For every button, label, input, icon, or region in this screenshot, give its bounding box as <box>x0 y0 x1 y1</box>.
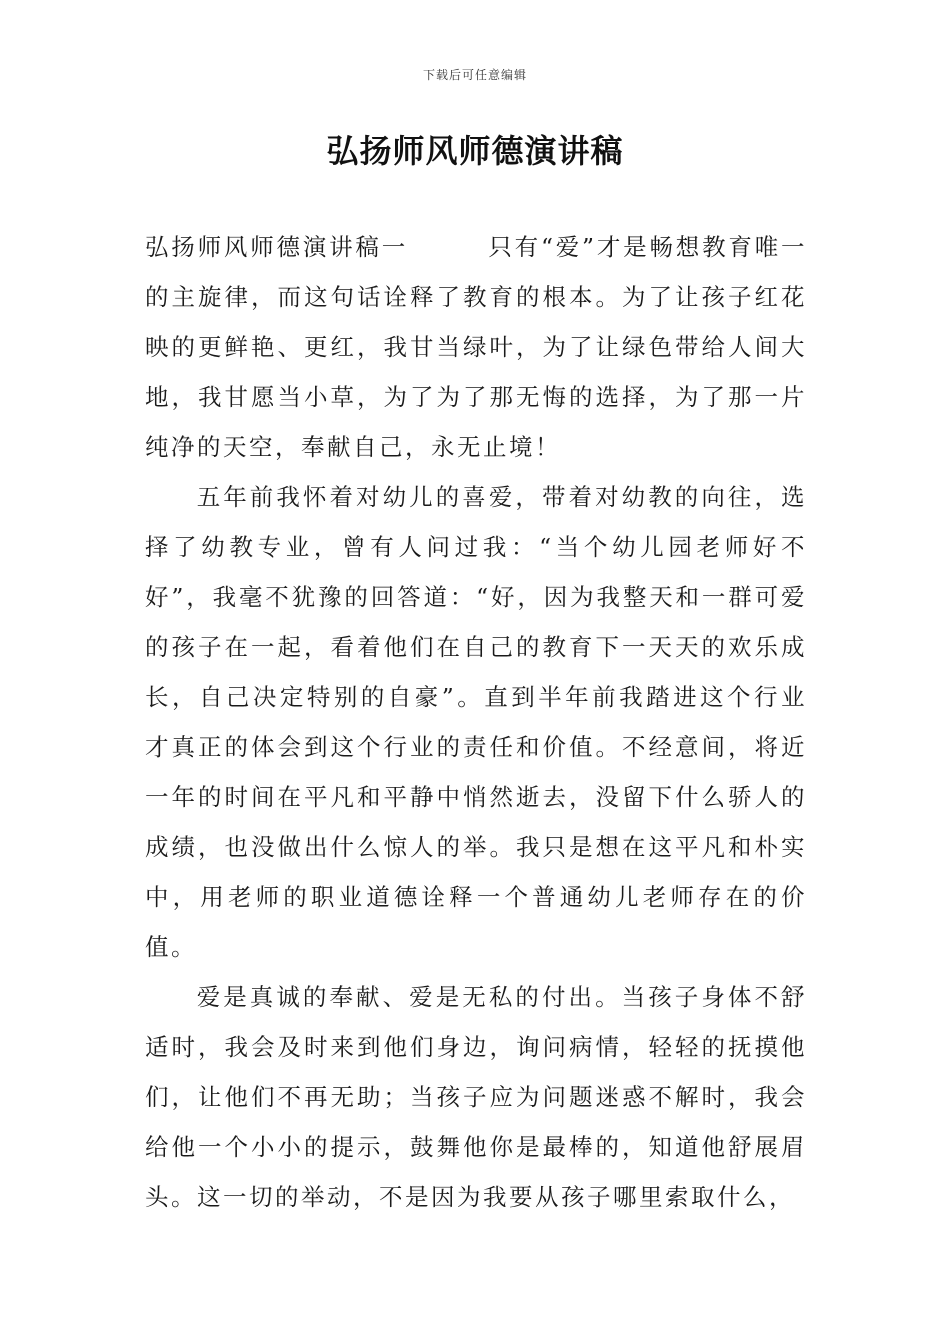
paragraph-1 <box>145 222 807 472</box>
paragraph-3: 爱是真诚的奉献、爱是无私的付出。当孩子身体不舒适时，我会及时来到他们身边，询问病情，轻轻的抚摸他们，让他们不再无助；当孩子应为问题迷惑不解时，我会给他一个小小的提示，鼓舞他你是最棒的，知道他舒展眉头。这一切的举动，不是因为我要从孩子哪里索取什么， <box>145 983 807 1211</box>
document-title: 弘扬师风师德演讲稿 <box>326 132 624 170</box>
paragraph-2: 五年前我怀着对幼儿的喜爱，带着对幼教的向往，选择了幼教专业，曾有人问过我：“当个幼儿园老师好不好”，我毫不犹豫的回答道：“好，因为我整天和一群可爱的孩子在一起，看着他们在自己的教育下一天天的欢乐成长，自己决定特别的自豪”。直到半年前我踏进这个行业才真正的体会到这个行业的责任和价值。不经意间，将近一年的时间在平凡和平静中悄然逝去，没留下什么骄人的成绩，也没做出什么惊人的举。我只是想在这平凡和朴实中，用老师的职业道德诠释一个普通幼儿老师存在的价值。 <box>145 483 807 961</box>
section-heading: 弘扬师风师德演讲稿一 <box>145 233 409 261</box>
document-body <box>145 222 807 1222</box>
header-note: 下载后可任意编辑 <box>422 68 527 82</box>
paragraph-1-text: 只有“爱”才是畅想教育唯一的主旋律，而这句话诠释了教育的根本。为了让孩子红花映的更鲜艳、更红，我甘当绿叶，为了让绿色带给人间大地，我甘愿当小草，为了为了那无悔的选择，为了那一片纯净的天空，奉献自己，永无止境！ <box>145 233 807 461</box>
